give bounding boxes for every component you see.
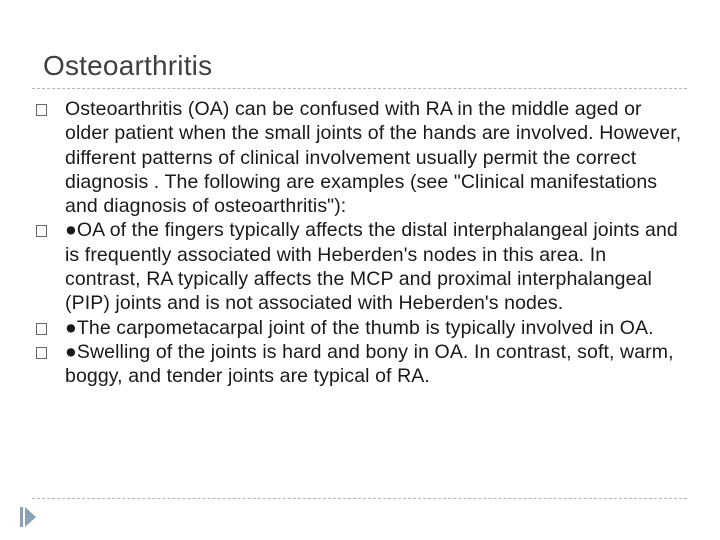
bullet-text: ●The carpometacarpal joint of the thumb is typically involved in OA.	[65, 316, 654, 339]
bullet-list	[36, 97, 686, 389]
bullet-item	[36, 316, 686, 340]
bullet-text: ●OA of the fingers typically affects the distal interphalangeal joints and is frequently associated with Heberden's nodes in this area. In contrast, RA typically affects the MCP and proximal interphalangeal (PIP) joints and is not associated with Heberden's nodes.	[65, 219, 678, 315]
bullet-item	[36, 97, 686, 218]
bullet-item	[36, 340, 686, 389]
missing-glyph-box-icon	[36, 104, 47, 116]
bullet-item	[36, 218, 686, 315]
bullet-text: ●Swelling of the joints is hard and bony in OA. In contrast, soft, warm, boggy, and tender joints are typical of RA.	[65, 340, 674, 388]
title-divider	[32, 88, 687, 89]
bullet-text: Osteoarthritis (OA) can be confused with RA in the middle aged or older patient when the small joints of the hands are involved. However, different patterns of clinical involvement usually permit the correct diagnosis . The following are examples (see "Clinical manifestations and diagnosis of osteoarthritis"):	[65, 98, 682, 218]
corner-arrow-icon	[25, 507, 36, 527]
footer-divider	[32, 498, 687, 499]
slide-title: Osteoarthritis	[43, 50, 213, 81]
missing-glyph-box-icon	[36, 225, 47, 237]
missing-glyph-box-icon	[36, 323, 47, 335]
missing-glyph-box-icon	[36, 347, 47, 359]
corner-bar-icon	[20, 507, 23, 527]
